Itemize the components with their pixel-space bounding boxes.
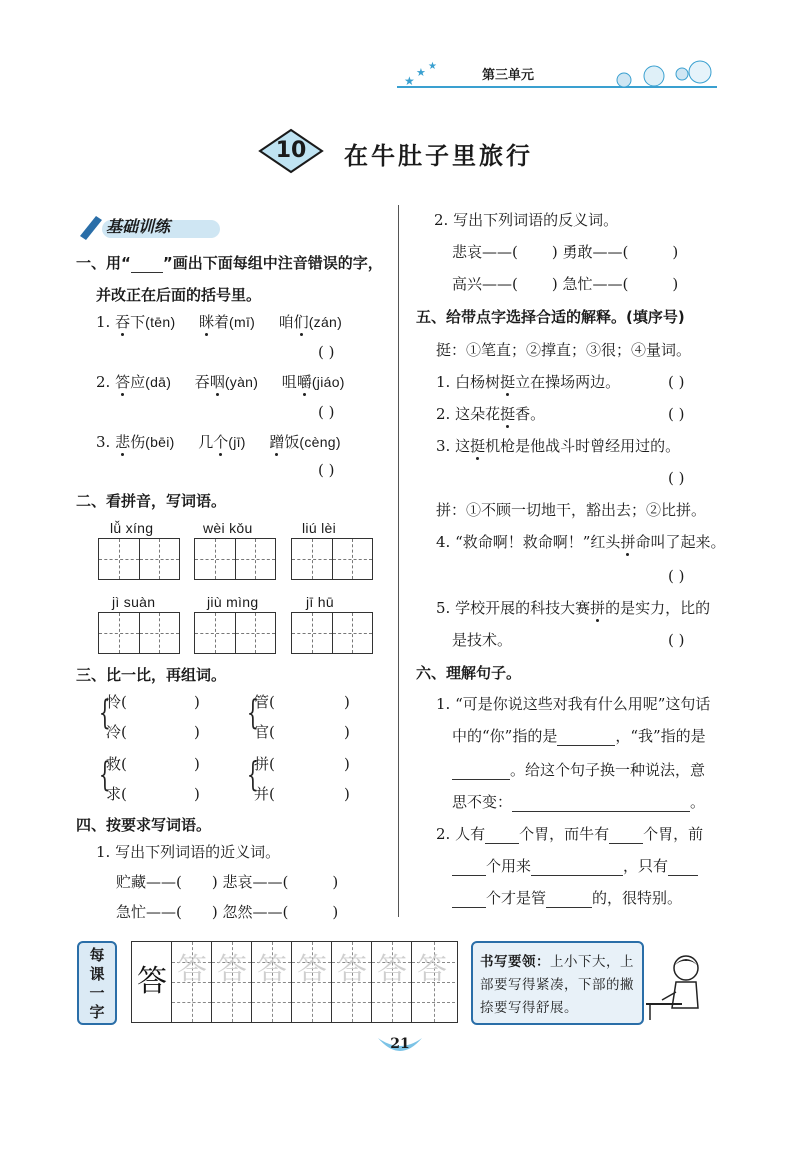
pinyin: jiù mìng	[207, 594, 259, 610]
compare-word: 怜(	[106, 693, 127, 711]
trace-char: 答	[337, 952, 367, 987]
page-number: 21	[390, 1036, 410, 1052]
writing-grid[interactable]	[194, 538, 276, 580]
svg-text:★: ★	[416, 66, 426, 79]
q4-sub1: 1. 写出下列词语的近义词。	[96, 843, 281, 861]
q5-item: 4. “救命啊！救命啊！”红头拼命叫了起来。	[436, 533, 726, 551]
q1-row-1: 1. 吞下(tēn) 眯着(mī) 咱们(zán)	[96, 313, 343, 331]
page-title: 在牛肚子里旅行	[344, 142, 533, 170]
answer-blank[interactable]	[668, 859, 698, 876]
model-char-cell	[132, 942, 172, 1022]
compare-word: 救(	[106, 755, 127, 773]
practice-cell[interactable]	[332, 942, 372, 1022]
brace: {	[246, 693, 259, 733]
compare-close: )	[194, 693, 200, 711]
svg-text:★: ★	[428, 61, 437, 72]
trace-char: 答	[257, 952, 287, 987]
q4-row: 贮藏——( ) 悲哀——( )	[116, 873, 339, 891]
q6-line: 1. “可是你说这些对我有什么用呢”这句话	[436, 695, 711, 713]
q4-sub2: 2. 写出下列词语的反义词。	[434, 211, 619, 229]
character-practice-grid[interactable]	[131, 941, 458, 1023]
answer-blank[interactable]	[452, 859, 486, 876]
q6-line: 中的“你”指的是 ，“我”指的是	[452, 727, 706, 745]
pinyin: jì suàn	[112, 594, 156, 610]
column-divider	[398, 205, 399, 917]
writing-tip-box	[471, 941, 644, 1025]
q5-pin-def: 拼：①不顾一切地干，豁出去；②比拼。	[436, 501, 707, 519]
practice-cell[interactable]	[412, 942, 455, 1022]
pinyin: wèi kǒu	[203, 520, 253, 536]
q5-item: 3. 这挺机枪是他战斗时曾经用过的。	[436, 437, 681, 455]
practice-cell[interactable]	[172, 942, 212, 1022]
compare-word: 管(	[254, 693, 275, 711]
answer-blank[interactable]	[557, 729, 615, 746]
answer-blank[interactable]	[609, 827, 643, 844]
writing-grid[interactable]	[98, 612, 180, 654]
answer-paren[interactable]: ( )	[318, 343, 335, 361]
q5-item: 1. 白杨树挺立在操场两边。	[436, 373, 621, 391]
q5-item: 2. 这朵花挺香。	[436, 405, 546, 423]
answer-blank[interactable]	[452, 763, 510, 780]
q4-row: 高兴——( ) 急忙——( )	[452, 275, 679, 293]
header-decoration	[392, 56, 722, 96]
daily-char-label: 每 课 一 字	[89, 946, 105, 1021]
trace-char: 答	[297, 952, 327, 987]
compare-close: )	[344, 693, 350, 711]
compare-close: )	[194, 785, 200, 803]
trace-char: 答	[217, 952, 247, 987]
answer-paren[interactable]: ( )	[318, 403, 335, 421]
q2-title: 二、看拼音，写词语。	[76, 492, 227, 510]
model-char: 答	[137, 964, 167, 999]
answer-blank[interactable]	[452, 891, 486, 908]
q5-title: 五、给带点字选择合适的解释。(填序号)	[416, 308, 685, 326]
underline-sample	[131, 256, 163, 273]
compare-close: )	[344, 755, 350, 773]
q6-line: 2. 人有 个胃，而牛有 个胃，前	[436, 825, 704, 843]
q6-title: 六、理解句子。	[416, 664, 522, 682]
answer-paren[interactable]: ( )	[668, 631, 685, 649]
brace: {	[246, 755, 259, 795]
pinyin: lǚ xíng	[110, 520, 154, 536]
compare-close: )	[194, 755, 200, 773]
answer-paren[interactable]: ( )	[318, 461, 335, 479]
svg-text:★: ★	[404, 74, 415, 88]
daily-char-label-box	[77, 941, 117, 1025]
practice-cell[interactable]	[252, 942, 292, 1022]
answer-paren[interactable]: ( )	[668, 373, 685, 391]
q4-row: 急忙——( ) 忽然——( )	[116, 903, 339, 921]
compare-word: 拼(	[254, 755, 275, 773]
q5-ting-def: 挺：①笔直；②撑直；③很；④量词。	[436, 341, 692, 359]
practice-cell[interactable]	[372, 942, 412, 1022]
q4-title: 四、按要求写词语。	[76, 816, 212, 834]
compare-word: 并(	[254, 785, 275, 803]
q1-row-2: 2. 答应(dā) 吞咽(yàn) 咀嚼(jiáo)	[96, 373, 345, 391]
writing-grid[interactable]	[291, 538, 373, 580]
compare-close: )	[344, 785, 350, 803]
answer-blank[interactable]	[531, 859, 623, 876]
q6-line: 个才是管 的，很特别。	[452, 888, 682, 908]
q1-title-line2: 并改正在后面的括号里。	[96, 286, 262, 304]
answer-blank[interactable]	[485, 827, 519, 844]
section-banner-label: 基础训练	[106, 217, 171, 236]
writing-grid[interactable]	[98, 538, 180, 580]
practice-cell[interactable]	[292, 942, 332, 1022]
compare-word: 求(	[106, 785, 127, 803]
q4-row: 悲哀——( ) 勇敢——( )	[452, 243, 679, 261]
pinyin: liú lèi	[302, 520, 337, 536]
student-writing-icon	[642, 952, 712, 1022]
answer-paren[interactable]: ( )	[668, 469, 685, 487]
practice-cell[interactable]	[212, 942, 252, 1022]
compare-close: )	[344, 723, 350, 741]
q5-item: 5. 学校开展的科技大赛拼的是实力，比的	[436, 599, 711, 617]
trace-char: 答	[377, 952, 407, 987]
brace: {	[98, 693, 111, 733]
answer-blank[interactable]	[546, 891, 592, 908]
q6-line: 。给这个句子换一种说法，意	[452, 760, 705, 780]
answer-paren[interactable]: ( )	[668, 567, 685, 585]
q5-item-cont: 是技术。	[452, 631, 513, 649]
compare-word: 冷(	[106, 723, 127, 741]
writing-tip: 书写要领：上小下大，上部要写得紧凑，下部的撇捺要写得舒展。	[480, 954, 634, 1016]
writing-grid[interactable]	[194, 612, 276, 654]
q6-line: 个用来 ，只有	[452, 856, 698, 876]
answer-blank[interactable]	[512, 795, 690, 812]
title-number: 10	[275, 138, 307, 163]
writing-grid[interactable]	[291, 612, 373, 654]
trace-char: 答	[417, 952, 447, 987]
unit-label: 第三单元	[482, 68, 535, 83]
pinyin: jī hū	[306, 594, 334, 610]
q1-row-3: 3. 悲伤(bēi) 几个(jī) 蹭饭(cèng)	[96, 433, 341, 451]
brace: {	[98, 755, 111, 795]
q1-title: 一、用“ ”画出下面每组中注音错误的字，	[76, 254, 383, 272]
trace-char: 答	[177, 952, 207, 987]
compare-word: 官(	[254, 723, 275, 741]
answer-paren[interactable]: ( )	[668, 405, 685, 423]
q6-line: 思不变： 。	[452, 793, 706, 811]
compare-close: )	[194, 723, 200, 741]
q3-title: 三、比一比，再组词。	[76, 666, 227, 684]
